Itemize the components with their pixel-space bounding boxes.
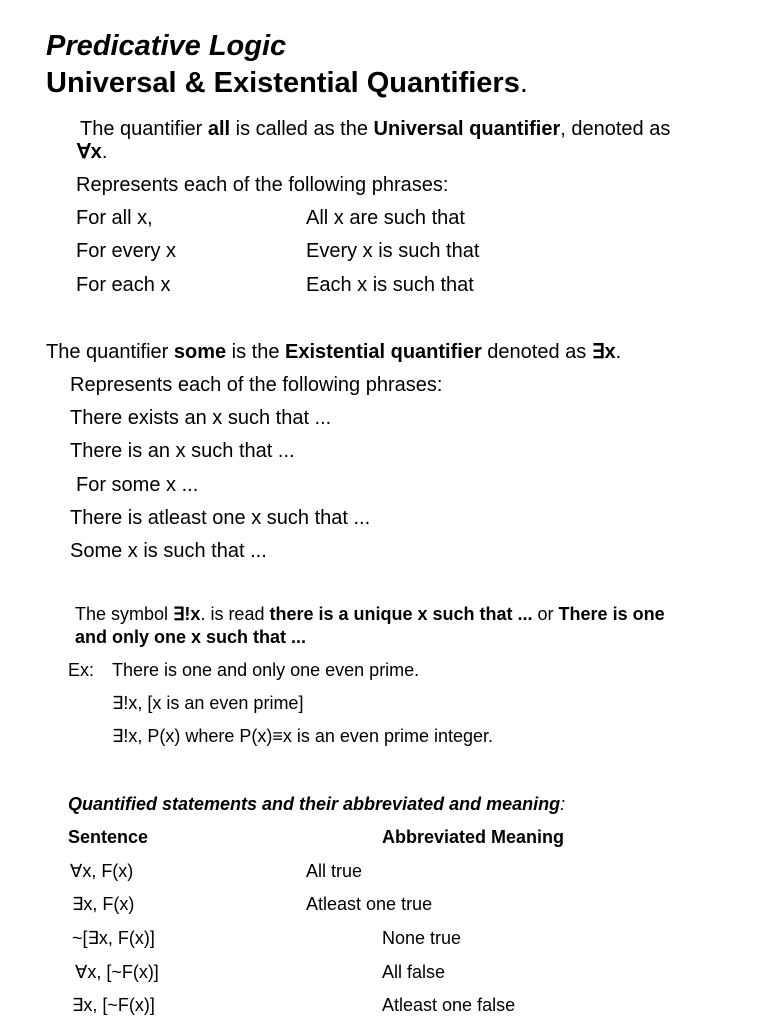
table-row-sentence: ∃x, [~F(x)] bbox=[72, 995, 155, 1015]
universal-symbol: ∀x bbox=[77, 141, 102, 163]
table-row-sentence: ∃x, F(x) bbox=[72, 894, 135, 914]
existential-represents: Represents each of the following phrases: bbox=[70, 374, 443, 396]
universal-intro-text-1: The quantifier bbox=[80, 118, 208, 140]
table-row-sentence: ∀x, [~F(x)] bbox=[75, 962, 159, 982]
universal-intro bbox=[80, 119, 670, 139]
example-text: There is one and only one even prime. bbox=[112, 660, 420, 680]
table-row-meaning: None true bbox=[382, 928, 462, 948]
unique-reading-3: and only one x such that ... bbox=[75, 627, 307, 647]
universal-phrase-left: For all x, bbox=[76, 207, 153, 229]
universal-phrase-right: Each x is such that bbox=[306, 274, 474, 296]
unique-intro-text-2: . is read bbox=[200, 604, 270, 624]
universal-phrase-left: For each x bbox=[76, 274, 171, 296]
existential-symbol-period: . bbox=[615, 341, 622, 363]
universal-intro-text-2: is called as the bbox=[230, 118, 374, 140]
existential-phrase: There is atleast one x such that ... bbox=[70, 507, 371, 529]
page-title: Predicative Logic bbox=[46, 30, 287, 62]
column-header-meaning: Abbreviated Meaning bbox=[382, 827, 565, 847]
table-row-sentence: ~[∃x, F(x)] bbox=[72, 928, 155, 948]
table-row-sentence: ∀x, F(x) bbox=[70, 861, 134, 881]
unique-intro bbox=[75, 605, 665, 623]
universal-represents: Represents each of the following phrases: bbox=[76, 174, 449, 196]
table-row-meaning: Atleast one false bbox=[382, 995, 516, 1015]
table-heading bbox=[68, 795, 565, 813]
subtitle-period: . bbox=[519, 67, 528, 99]
existential-phrase: Some x is such that ... bbox=[70, 540, 267, 562]
subtitle-text: Universal & Existential Quantifiers bbox=[46, 67, 520, 99]
universal-phrase-left: For every x bbox=[76, 240, 177, 262]
existential-intro-text-3: denoted as bbox=[481, 341, 592, 363]
universal-phrase-right: Every x is such that bbox=[306, 240, 480, 262]
existential-intro bbox=[46, 342, 621, 362]
existential-phrase: For some x ... bbox=[76, 474, 199, 496]
universal-keyword-all: all bbox=[207, 118, 231, 140]
unique-symbol: ∃!x bbox=[173, 604, 201, 624]
existential-symbol: ∃x bbox=[591, 341, 616, 363]
existential-phrase: There exists an x such that ... bbox=[70, 407, 332, 429]
table-row-meaning: Atleast one true bbox=[306, 894, 433, 914]
page-subtitle bbox=[46, 69, 528, 98]
existential-intro-text-1: The quantifier bbox=[46, 341, 174, 363]
column-header-sentence: Sentence bbox=[68, 827, 149, 847]
unique-intro-text-3: or bbox=[532, 604, 559, 624]
example-formula: ∃!x, P(x) where P(x)≡x is an even prime integer. bbox=[112, 726, 494, 746]
existential-keyword-some: some bbox=[173, 341, 227, 363]
existential-intro-text-2: is the bbox=[226, 341, 286, 363]
table-heading-text: Quantified statements and their abbreviated and meaning bbox=[68, 794, 561, 814]
universal-symbol-period: . bbox=[101, 141, 108, 163]
universal-quantifier-term: Universal quantifier bbox=[373, 118, 561, 140]
universal-symbol-line bbox=[77, 142, 107, 162]
table-row-meaning: All true bbox=[306, 861, 363, 881]
example-label: Ex: bbox=[68, 660, 95, 680]
universal-phrase-right: All x are such that bbox=[306, 207, 465, 229]
universal-intro-text-3: , denoted as bbox=[560, 118, 671, 140]
table-row-meaning: All false bbox=[382, 962, 446, 982]
unique-reading-2: There is one bbox=[558, 604, 665, 624]
example-formula: ∃!x, [x is an even prime] bbox=[112, 693, 304, 713]
existential-phrase: There is an x such that ... bbox=[70, 440, 295, 462]
existential-quantifier-term: Existential quantifier bbox=[285, 341, 482, 363]
unique-intro-text-1: The symbol bbox=[75, 604, 174, 624]
table-heading-colon: : bbox=[560, 794, 566, 814]
unique-reading-1: there is a unique x such that ... bbox=[269, 604, 533, 624]
